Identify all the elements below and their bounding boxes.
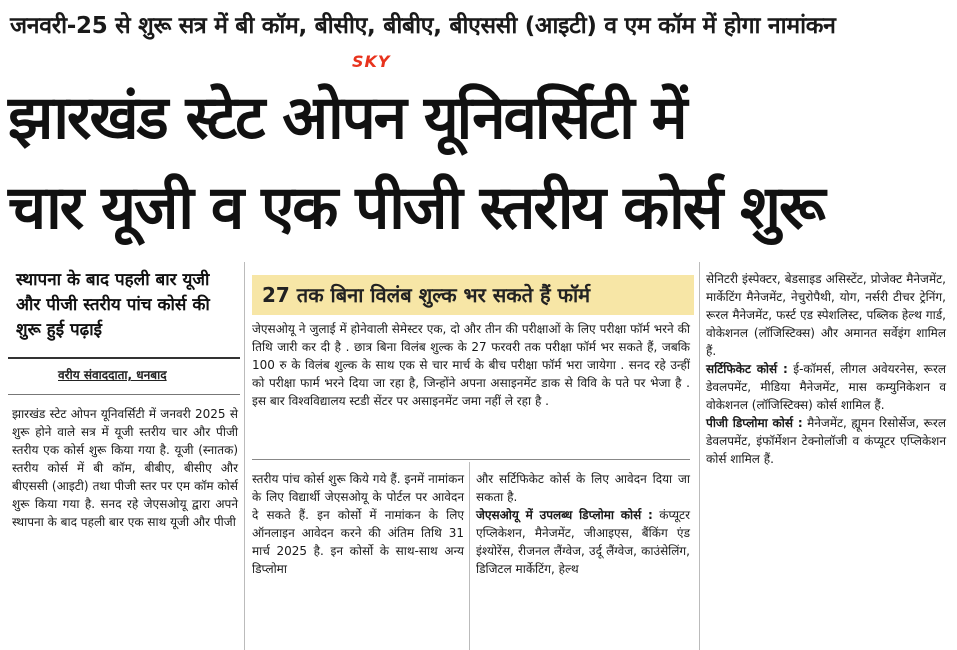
pg-diploma-list: मैनेजमेंट, ह्यूमन रिसोर्सेज, रूरल डेवलपमेंट, इंफॉर्मेशन टेक्नोलॉजी व कंप्यूटर एप्लिकेशन कोर्स शामिल हैं.: [706, 416, 946, 466]
body-column-2: स्तरीय पांच कोर्स शुरू किये गये हैं. इनमें नामांकन के लिए विद्यार्थी जेएसओयू के पोर्टल पर आवेदन दे सकते हैं. इन कोर्सो में नामांकन के लिए ऑनलाइन आवेदन करने की अंतिम तिथि 31 मार्च 2025 है. इन कोर्सो के साथ-साथ अन्य डिप्लोमा: [252, 472, 464, 576]
sky-logo: SKY: [352, 52, 391, 71]
body-column-3: [476, 470, 690, 578]
body-column-4: [706, 270, 946, 468]
certificate-courses: [706, 360, 946, 414]
certificate-list: ई-कॉमर्स, लीगल अवेयरनेस, रूरल डेवलपमेंट, मीडिया मैनेजमेंट, मास कम्युनिकेशन व वोकेशनल (लॉजिस्टिक्स) कोर्स शामिल हैं.: [706, 362, 946, 412]
body-column-1: झारखंड स्टेट ओपन यूनिवर्सिटी में जनवरी 2025 से शुरू होने वाले सत्र में यूजी स्तरीय चार और पीजी स्तरीय एक कोर्स शुरू किया गया है. यूजी (स्नातक) स्तरीय कोर्स में बी कॉम, बीबीए, बीसीए और बीएससी (आइटी) तथा पीजी स्तर पर एम कॉम कोर्स शुरू किया गया है. सनद रहे जेएसओयू द्वारा अपने स्थापना के बाद पहली बार एक साथ यूजी और पीजी: [12, 407, 238, 529]
column-divider: [469, 462, 470, 650]
divider: [252, 459, 690, 460]
subheadline: स्थापना के बाद पहली बार यूजी और पीजी स्तरीय पांच कोर्स की शुरू हुई पढ़ाई: [16, 270, 210, 340]
diploma-label: जेएसओयू में उपलब्ध डिप्लोमा कोर्स :: [476, 508, 653, 522]
headline-line-2: चार यूजी व एक पीजी स्तरीय कोर्स शुरू: [8, 173, 824, 243]
certificate-label: सर्टिफिकेट कोर्स :: [706, 362, 788, 376]
column-divider: [244, 262, 245, 650]
body-column-4-text: सेनिटरी इंस्पेक्टर, बेडसाइड असिस्टेंट, प्रोजेक्ट मैनेजमेंट, मार्केटिंग मैनेजमेंट, नेचुरोपैथी, योग, नर्सरी टीचर ट्रेनिंग, रूरल मैनेजमेंट, फर्स्ट एड स्पेशलिस्ट, पब्लिक हेल्थ गार्ड, वोकेशनल (लॉजिस्टिक्स) और अमानत सर्वेइंग शामिल हैं.: [706, 272, 946, 358]
pg-diploma-label: पीजी डिप्लोमा कोर्स :: [706, 416, 803, 430]
byline: वरीय संवाददाता, धनबाद: [58, 368, 167, 382]
diploma-courses: [476, 506, 690, 578]
headline-line-1: झारखंड स्टेट ओपन यूनिवर्सिटी में: [8, 83, 686, 153]
exam-form-notice: जेएसओयू ने जुलाई में होनेवाली सेमेस्टर एक, दो और तीन की परीक्षाओं के लिए परीक्षा फॉर्म भरने की तिथि जारी कर दी है . छात्र बिना विलंब शुल्क के 27 फरवरी तक परीक्षा फॉर्म भर सकते हैं, जबकि 100 रु के विलंब शुल्क के साथ एक से चार मार्च के बीच परीक्षा फॉर्म भरा जायेगा . सनद रहे उन्हीं को परीक्षा फार्म भरने दिया जा रहा है, जिन्होंने अपना असाइनमेंट डाक से विवि के पते पर भेजा है . इस बार विश्वविद्यालय स्टडी सेंटर पर असाइनमेंट जमा नहीं ले रहा है .: [252, 322, 690, 408]
banner-heading: 27 तक बिना विलंब शुल्क भर सकते हैं फॉर्म: [262, 283, 591, 307]
kicker-line: जनवरी-25 से शुरू सत्र में बी कॉम, बीसीए, बीबीए, बीएससी (आइटी) व एम कॉम में होगा नामांकन: [10, 13, 836, 39]
diploma-list: कंप्यूटर एप्लिकेशन, मैनेजमेंट, जीआइएस, बैंकिंग एंड इंश्योरेंस, रीजनल लैंग्वेज, उर्दू लैंग्वेज, काउंसेलिंग, डिजिटल मार्केटिंग, हेल्थ: [476, 508, 690, 576]
body-column-3-text: और सर्टिफिकेट कोर्स के लिए आवेदन दिया जा सकता है.: [476, 472, 690, 504]
divider: [8, 357, 240, 359]
divider: [8, 394, 240, 395]
column-divider: [699, 262, 700, 650]
pg-diploma-courses: [706, 414, 946, 468]
